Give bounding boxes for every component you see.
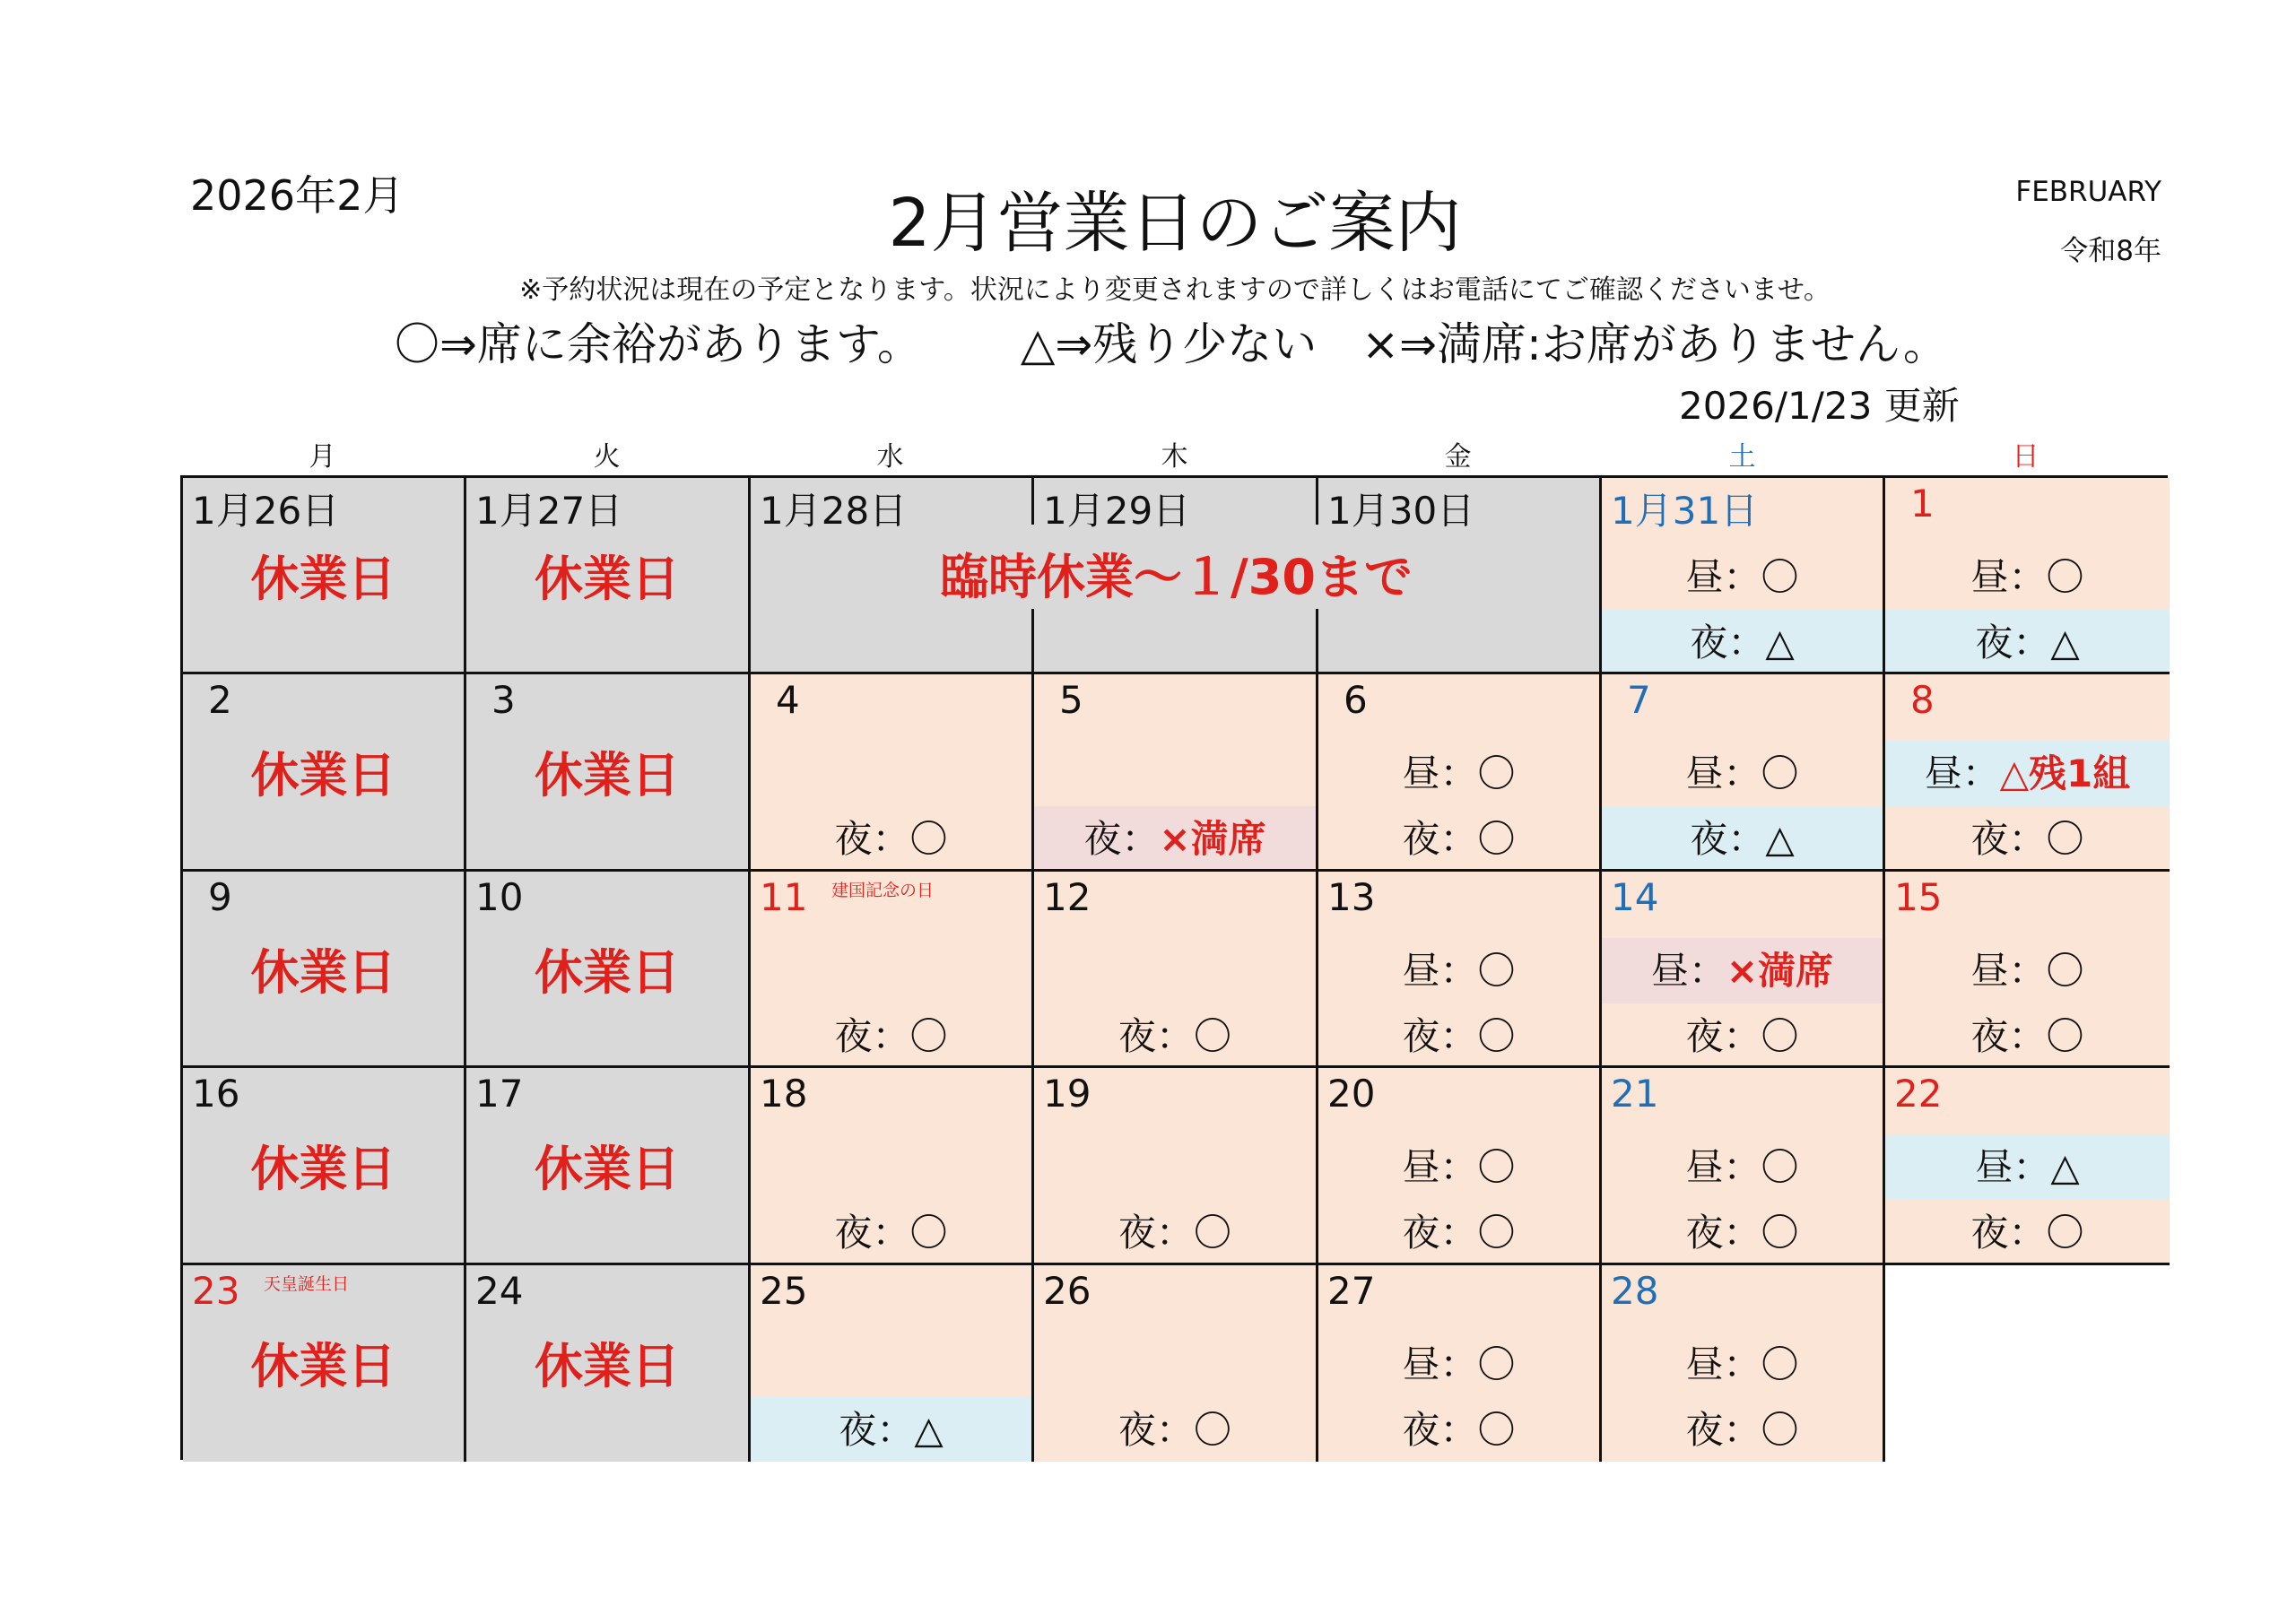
legend-few-left: △⇒残り少ない bbox=[1020, 318, 1318, 370]
lunch-availability: 昼：〇 bbox=[1685, 1145, 1799, 1189]
lunch-availability: 昼：〇 bbox=[1402, 1145, 1516, 1189]
dinner-availability: 夜：〇 bbox=[1970, 1014, 2084, 1058]
calendar-day bbox=[183, 1265, 466, 1462]
day-number: 22 bbox=[1894, 1072, 1943, 1116]
calendar-day bbox=[183, 674, 466, 872]
legend-available: 〇⇒席に余裕があります。 bbox=[395, 318, 922, 370]
dinner-availability: 夜：〇 bbox=[1118, 1014, 1231, 1058]
day-number: 21 bbox=[1611, 1072, 1659, 1116]
day-number: 23 bbox=[192, 1269, 240, 1313]
holiday-name: 天皇誕生日 bbox=[264, 1274, 350, 1294]
day-number: 18 bbox=[760, 1072, 808, 1116]
calendar-day bbox=[1602, 1068, 1885, 1265]
year-month: 2026年2月 bbox=[190, 171, 404, 220]
calendar-day bbox=[183, 1068, 466, 1265]
dinner-availability: 夜：〇 bbox=[1118, 1211, 1231, 1255]
day-number: 27 bbox=[1327, 1269, 1376, 1313]
temporary-closure-label: 臨時休業～１/30まで bbox=[940, 549, 1413, 605]
day-number: 16 bbox=[192, 1072, 240, 1116]
dinner-availability: 夜：〇 bbox=[834, 1211, 948, 1255]
closed-label: 休業日 bbox=[535, 1338, 680, 1394]
dinner-availability: 夜：〇 bbox=[1970, 817, 2084, 861]
closed-label: 休業日 bbox=[250, 747, 396, 803]
dinner-availability: 夜：△ bbox=[751, 1397, 1031, 1462]
day-number: 20 bbox=[1327, 1072, 1376, 1116]
dinner-availability: 夜：〇 bbox=[834, 817, 948, 861]
calendar-grid bbox=[180, 475, 2168, 1460]
calendar-day bbox=[1885, 872, 2170, 1068]
lunch-availability: 昼：〇 bbox=[1402, 1342, 1516, 1386]
weekday-wed: 水 bbox=[876, 441, 904, 473]
column-divider bbox=[1316, 478, 1318, 525]
lunch-availability: 昼：〇 bbox=[1970, 555, 2084, 599]
lunch-availability bbox=[1885, 741, 2170, 806]
calendar-day bbox=[466, 674, 751, 872]
calendar-day bbox=[183, 872, 466, 1068]
dinner-availability: 夜：△ bbox=[1885, 610, 2170, 674]
day-number: 24 bbox=[475, 1269, 524, 1313]
calendar-day bbox=[1885, 1265, 2170, 1462]
day-number: 7 bbox=[1627, 678, 1651, 722]
closed-label: 休業日 bbox=[250, 944, 396, 1001]
calendar-day bbox=[1318, 1068, 1602, 1265]
calendar-day bbox=[466, 1068, 751, 1265]
calendar-day bbox=[751, 1068, 1034, 1265]
slot-prefix: 夜： bbox=[1083, 817, 1160, 861]
day-number: 9 bbox=[208, 875, 232, 919]
slot-prefix: 昼： bbox=[1650, 949, 1726, 993]
dinner-availability: 夜：〇 bbox=[1402, 1211, 1516, 1255]
calendar-day bbox=[1885, 674, 2170, 872]
calendar-day bbox=[751, 872, 1034, 1068]
slot-prefix: 昼： bbox=[1924, 751, 2000, 795]
column-divider bbox=[1031, 478, 1034, 525]
calendar-day bbox=[466, 1265, 751, 1462]
weekday-thu: 木 bbox=[1161, 441, 1188, 473]
lunch-availability bbox=[1602, 938, 1883, 1003]
day-number: 15 bbox=[1894, 875, 1943, 919]
legend-full: ×⇒満席:お席がありません。 bbox=[1361, 318, 1948, 370]
english-month: FEBRUARY bbox=[2015, 176, 2161, 208]
dinner-availability: 夜：〇 bbox=[1402, 817, 1516, 861]
dinner-availability: 夜：〇 bbox=[834, 1014, 948, 1058]
lunch-availability: 昼：〇 bbox=[1685, 555, 1799, 599]
day-number: 17 bbox=[475, 1072, 524, 1116]
day-number: 12 bbox=[1043, 875, 1091, 919]
calendar-day bbox=[466, 478, 751, 674]
closed-label: 休業日 bbox=[250, 1338, 396, 1394]
day-number: 10 bbox=[475, 875, 524, 919]
day-number: 19 bbox=[1043, 1072, 1091, 1116]
weekday-sat: 土 bbox=[1728, 441, 1756, 473]
day-number: 28 bbox=[1611, 1269, 1659, 1313]
lunch-availability: 昼：〇 bbox=[1402, 949, 1516, 993]
day-number: 25 bbox=[760, 1269, 808, 1313]
calendar-day bbox=[1602, 872, 1885, 1068]
calendar-day bbox=[1318, 872, 1602, 1068]
japanese-era-year: 令和8年 bbox=[2060, 235, 2161, 267]
calendar-day bbox=[1034, 1068, 1318, 1265]
page-title: 2月営業日のご案内 bbox=[888, 185, 1462, 262]
slot-alert: ×満席 bbox=[1159, 817, 1266, 861]
day-number: 1月30日 bbox=[1327, 489, 1475, 533]
day-number: 11 bbox=[760, 875, 808, 919]
slot-alert: ×満席 bbox=[1726, 949, 1834, 993]
column-divider bbox=[1316, 609, 1318, 674]
lunch-availability: 昼：〇 bbox=[1970, 949, 2084, 993]
dinner-availability bbox=[1034, 806, 1316, 872]
dinner-availability: 夜：〇 bbox=[1970, 1211, 2084, 1255]
calendar-day bbox=[1034, 1265, 1318, 1462]
closed-label: 休業日 bbox=[250, 551, 396, 607]
column-divider bbox=[1031, 609, 1034, 674]
day-number: 1月27日 bbox=[475, 489, 623, 533]
calendar-day bbox=[466, 872, 751, 1068]
calendar-day bbox=[1318, 674, 1602, 872]
availability-legend bbox=[395, 308, 1948, 373]
day-number: 14 bbox=[1611, 875, 1659, 919]
lunch-availability: 昼：〇 bbox=[1685, 751, 1799, 795]
closed-label: 休業日 bbox=[535, 1141, 680, 1197]
day-number: 2 bbox=[208, 678, 232, 722]
day-number: 13 bbox=[1327, 875, 1376, 919]
day-number: 8 bbox=[1910, 678, 1935, 722]
lunch-availability: 昼：〇 bbox=[1402, 751, 1516, 795]
weekday-mon: 月 bbox=[309, 441, 336, 473]
holiday-name: 建国記念の日 bbox=[831, 881, 935, 900]
day-number: 26 bbox=[1043, 1269, 1091, 1313]
day-number: 1月29日 bbox=[1043, 489, 1191, 533]
weekday-tue: 火 bbox=[593, 441, 621, 473]
day-number: 5 bbox=[1059, 678, 1083, 722]
day-number: 3 bbox=[491, 678, 516, 722]
dinner-availability: 夜：〇 bbox=[1685, 1211, 1799, 1255]
dinner-availability: 夜：〇 bbox=[1118, 1408, 1231, 1452]
calendar-day bbox=[1885, 478, 2170, 674]
lunch-availability: 昼：△ bbox=[1885, 1134, 2170, 1200]
day-number: 6 bbox=[1344, 678, 1368, 722]
dinner-availability: 夜：〇 bbox=[1685, 1408, 1799, 1452]
updated-date: 2026/1/23 更新 bbox=[1679, 384, 1960, 428]
lunch-availability: 昼：〇 bbox=[1685, 1342, 1799, 1386]
weekday-sun: 日 bbox=[2012, 441, 2039, 473]
reservation-notice: ※予約状況は現在の予定となります。状況により変更されますので詳しくはお電話にてご確認くださいませ。 bbox=[519, 274, 1831, 306]
dinner-availability: 夜：〇 bbox=[1402, 1408, 1516, 1452]
day-number: 1月28日 bbox=[760, 489, 908, 533]
calendar-day bbox=[1034, 674, 1318, 872]
calendar-day bbox=[1602, 478, 1885, 674]
calendar-day bbox=[1034, 872, 1318, 1068]
closed-label: 休業日 bbox=[535, 747, 680, 803]
slot-alert: △残1組 bbox=[1999, 751, 2131, 795]
calendar-day bbox=[1602, 1265, 1885, 1462]
calendar-day bbox=[751, 674, 1034, 872]
dinner-availability: 夜：△ bbox=[1602, 806, 1883, 872]
calendar-day bbox=[1885, 1068, 2170, 1265]
day-number: 4 bbox=[776, 678, 800, 722]
closed-label: 休業日 bbox=[535, 551, 680, 607]
closed-label: 休業日 bbox=[535, 944, 680, 1001]
day-number: 1月31日 bbox=[1611, 489, 1759, 533]
day-number: 1 bbox=[1910, 482, 1935, 525]
calendar-day bbox=[1602, 674, 1885, 872]
dinner-availability: 夜：△ bbox=[1602, 610, 1883, 674]
weekday-fri: 金 bbox=[1444, 441, 1472, 473]
calendar-day bbox=[183, 478, 466, 674]
dinner-availability: 夜：〇 bbox=[1402, 1014, 1516, 1058]
dinner-availability: 夜：〇 bbox=[1685, 1014, 1799, 1058]
day-number: 1月26日 bbox=[192, 489, 340, 533]
closed-label: 休業日 bbox=[250, 1141, 396, 1197]
calendar-day bbox=[751, 1265, 1034, 1462]
calendar-day bbox=[1318, 1265, 1602, 1462]
